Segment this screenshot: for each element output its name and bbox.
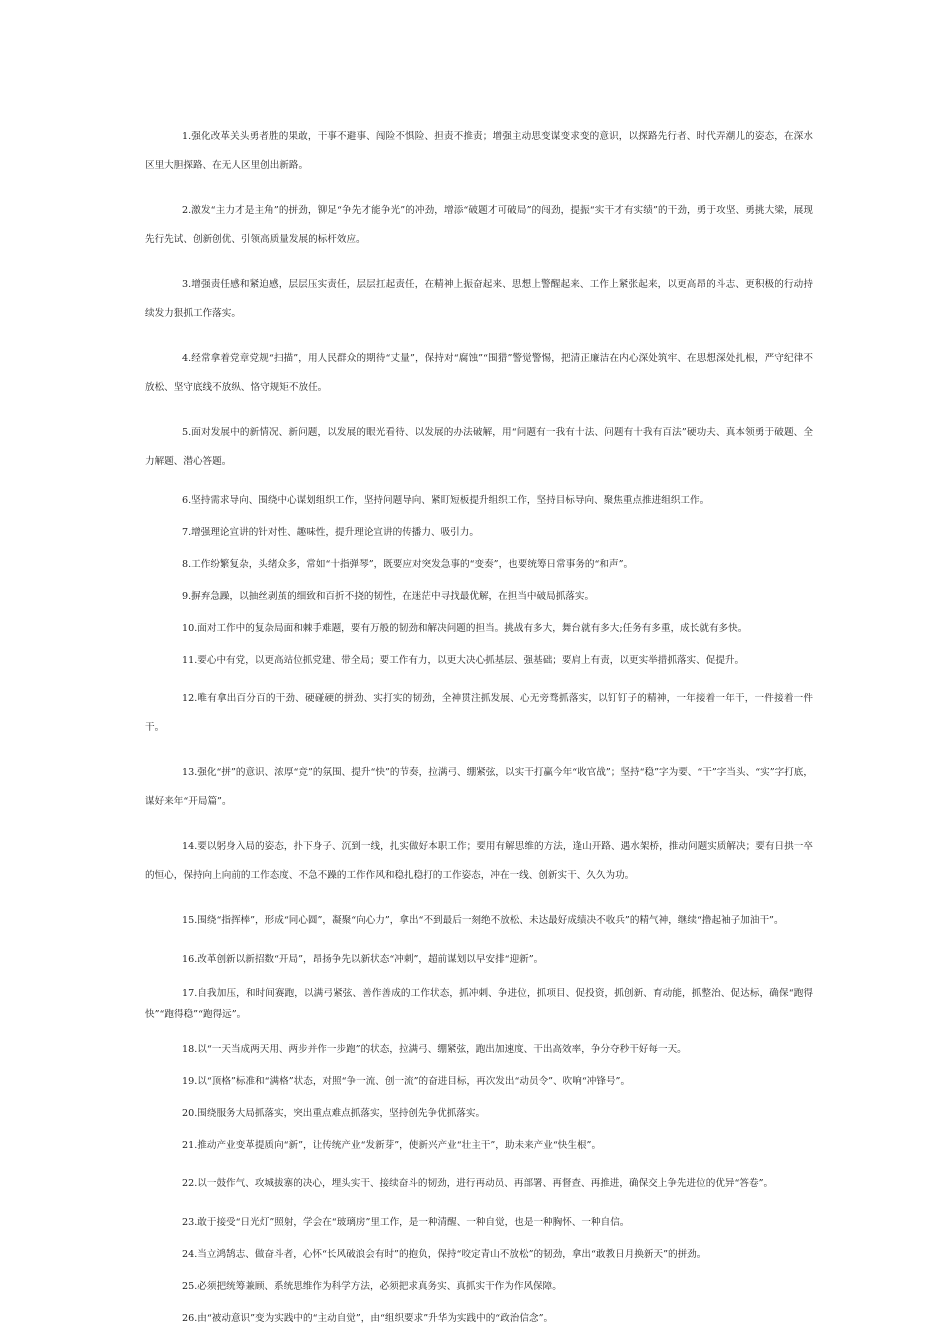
paragraph-18: 18.以“一天当成两天用、两步并作一步跑”的状态，拉满弓、绷紧弦，跑出加速度、干出高效率，争分夺秒干好每一天。 [182,1044,687,1055]
paragraph-19: 19.以“顶格”标准和“满格”状态，对照“争一流、创一流”的奋进目标，再次发出“动员令”、吹响“冲锋号”。 [182,1076,631,1087]
paragraph-11: 11.要心中有党，以更高站位抓党建、带全局；要工作有力，以更大决心抓基层、强基础；要肩上有责，以更实举措抓落实、促提升。 [182,655,745,666]
paragraph-22: 22.以一鼓作气、攻城拔寨的决心，埋头实干、接续奋斗的韧劲，进行再动员、再部署、再督查、再推进，确保交上争先进位的优异“答卷”。 [182,1178,774,1189]
paragraph-16: 16.改革创新以新招数“开局”，昂扬争先以新状态“冲刺”，超前谋划以早安排“迎新”。 [182,954,544,965]
paragraph-15: 15.围绕“指挥棒”，形成“同心圆”，凝聚“向心力”，拿出“不到最后一刻绝不放松、未达最好成绩决不收兵”的精气神，继续“撸起袖子加油干”。 [182,915,784,926]
paragraph-12: 12.唯有拿出百分百的干劲、硬碰硬的拼劲、实打实的韧劲，全神贯注抓发展、心无旁骛抓落实，以钉钉子的精神，一年接着一年干，一件接着一件干。 [145,693,813,733]
paragraph-4: 4.经常拿着党章党规“扫描”，用人民群众的期待“丈量”，保持对“腐蚀”“围猎”警觉警惕，把清正廉洁在内心深处筑牢、在思想深处扎根，严守纪律不放松、坚守底线不放纵、恪守规矩不放任。 [145,353,813,393]
paragraph-17: 17.自我加压，和时间赛跑，以满弓紧弦、善作善成的工作状态，抓冲刺、争进位，抓项目、促投资，抓创新、育动能，抓整治、促达标，确保“跑得快”“跑得稳”“跑得远”。 [145,988,813,1020]
paragraph-23: 23.敢于接受“日光灯”照射，学会在“玻璃房”里工作，是一种清醒、一种自觉，也是一种胸怀、一种自信。 [182,1217,630,1228]
paragraph-3: 3.增强责任感和紧迫感，层层压实责任，层层扛起责任，在精神上振奋起来、思想上警醒起来、工作上紧张起来，以更高昂的斗志、更积极的行动持续发力狠抓工作落实。 [145,279,813,319]
paragraph-10: 10.面对工作中的复杂局面和棘手难题，要有万般的韧劲和解决问题的担当。挑战有多大，舞台就有多大;任务有多重，成长就有多快。 [182,623,748,634]
paragraph-20: 20.围绕服务大局抓落实，突出重点难点抓落实，坚持创先争优抓落实。 [182,1108,486,1119]
paragraph-9: 9.摒弃急躁，以抽丝剥茧的细致和百折不挠的韧性，在迷茫中寻找最优解，在担当中破局抓落实。 [182,591,595,602]
paragraph-6: 6.坚持需求导向、围绕中心谋划组织工作，坚持问题导向、紧盯短板提升组织工作，坚持目标导向、聚焦重点推进组织工作。 [182,495,710,506]
paragraph-2: 2.激发“主力才是主角”的拼劲，铆足“争先才能争光”的冲劲，增添“破题才可破局”的闯劲，提振“实干才有实绩”的干劲，勇于攻坚、勇挑大梁，展现先行先试、创新创优、引领高质量发展的标杆效应。 [145,205,813,245]
paragraph-26: 26.由“被动意识”变为实践中的“主动自觉”，由“组织要求”升华为实践中的“政治信念”。 [182,1313,554,1324]
paragraph-8: 8.工作纷繁复杂，头绪众多，常如“十指弹琴”，既要应对突发急事的“变奏”，也要统筹日常事务的“和声”。 [182,559,634,570]
paragraph-13: 13.强化“拼”的意识、浓厚“竞”的氛围、提升“快”的节奏，拉满弓、绷紧弦，以实干打赢今年“收官战”；坚持“稳”字为要、“干”字当头、“实”字打底，谋好来年“开局篇”。 [145,767,813,807]
paragraph-1: 1.强化改革关头勇者胜的果敢，干事不避事、闯险不惧险、担责不推责；增强主动思变谋变求变的意识，以探路先行者、时代弄潮儿的姿态，在深水区里大胆探路、在无人区里创出新路。 [145,131,813,171]
paragraph-7: 7.增强理论宣讲的针对性、趣味性，提升理论宣讲的传播力、吸引力。 [182,527,479,538]
paragraph-24: 24.当立鸿鹄志、做奋斗者，心怀“长风破浪会有时”的抱负，保持“咬定青山不放松”的韧劲，拿出“敢教日月换新天”的拼劲。 [182,1249,707,1260]
paragraph-5: 5.面对发展中的新情况、新问题，以发展的眼光看待、以发展的办法破解，用“问题有一我有十法、问题有十我有百法”硬功夫、真本领勇于破题、全力解题、潜心答题。 [145,427,813,467]
paragraph-14: 14.要以躬身入局的姿态，扑下身子、沉到一线，扎实做好本职工作；要用有解思维的方法，逢山开路、遇水架桥，推动问题实质解决；要有日拱一卒的恒心，保持向上向前的工作态度、不急不躁的工作作风和稳扎稳打的工作姿态，冲在一线、创新实干、久久为功。 [145,841,813,881]
paragraph-21: 21.推动产业变革提质向“新”，让传统产业“发新芽”，使新兴产业“壮主干”，助未来产业“快生根”。 [182,1140,602,1151]
paragraph-25: 25.必须把统筹兼顾、系统思维作为科学方法，必须把求真务实、真抓实干作为作风保障。 [182,1281,562,1292]
document-body [145,122,813,1342]
